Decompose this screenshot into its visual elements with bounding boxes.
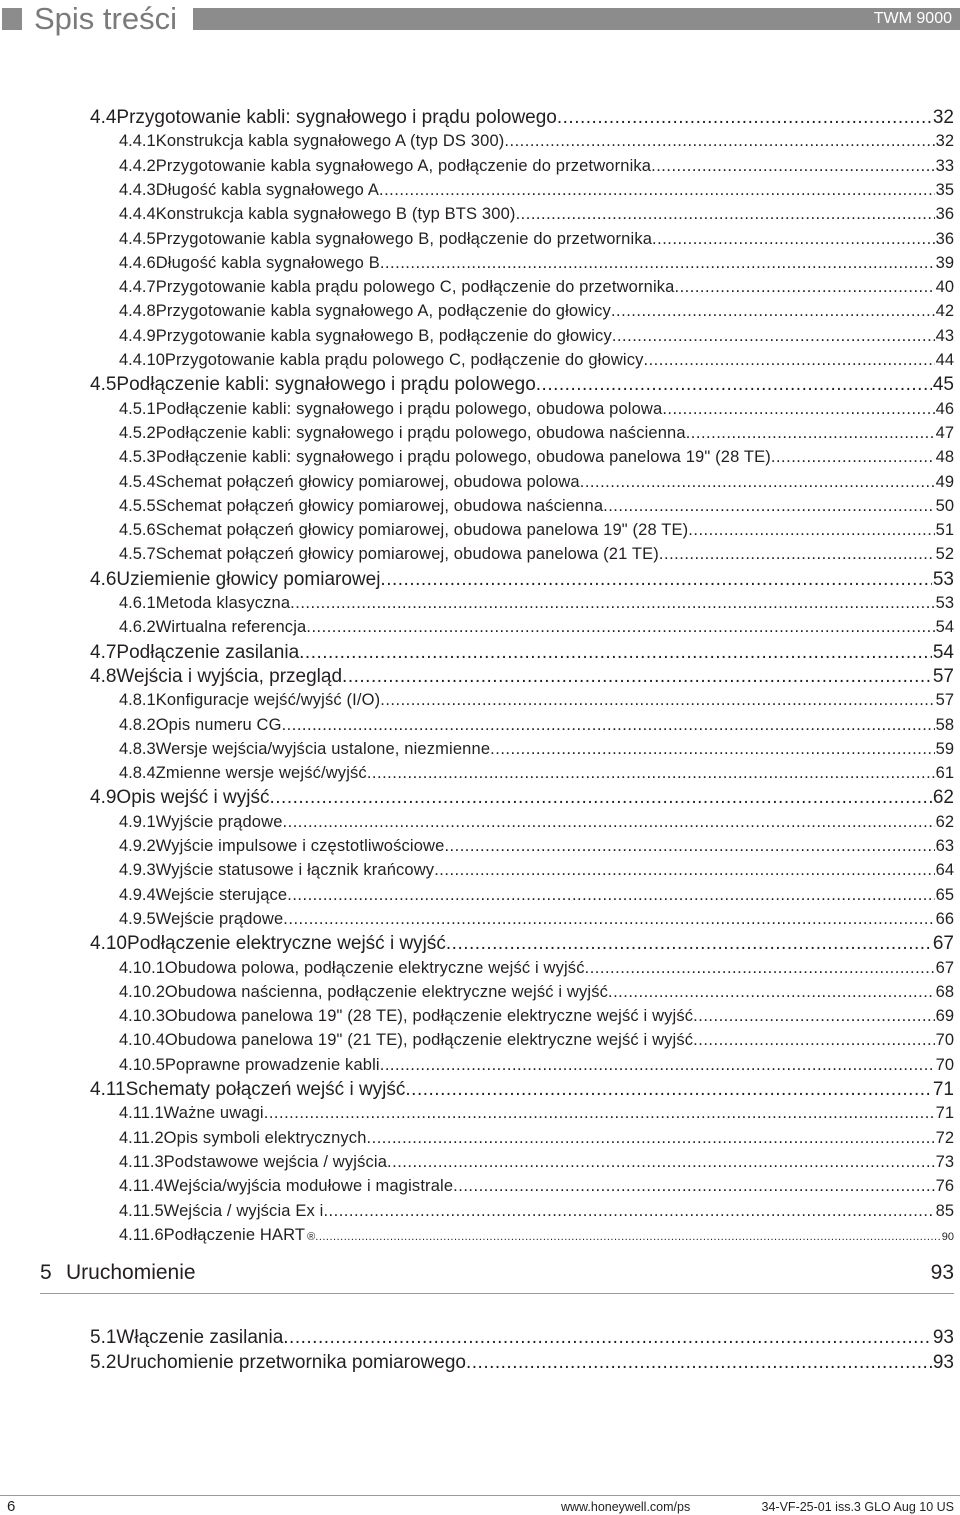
footer-url: www.honeywell.com/ps xyxy=(561,1500,691,1514)
toc-entry-page: 52 xyxy=(935,545,954,563)
toc-entry-number: 4.9.5 xyxy=(119,910,156,928)
toc-entry-page: 53 xyxy=(932,569,954,590)
toc-subsection-entry[interactable] xyxy=(119,349,954,371)
toc-subsection-entry[interactable] xyxy=(119,252,954,274)
toc-dot-leader xyxy=(282,714,935,736)
toc-entry-number: 5.2 xyxy=(90,1352,117,1373)
toc-dot-leader xyxy=(283,811,935,833)
toc-entry-page: 48 xyxy=(935,448,954,466)
toc-entry-page: 49 xyxy=(935,473,954,491)
toc-entry-title: Konfiguracje wejść/wyjść (I/O) xyxy=(155,691,381,709)
toc-section-entry[interactable] xyxy=(90,932,954,956)
toc-subsection-entry[interactable] xyxy=(119,203,954,225)
toc-subsection-entry[interactable] xyxy=(119,1054,954,1076)
toc-dot-leader xyxy=(644,349,935,371)
toc-subsection-entry[interactable] xyxy=(119,835,954,857)
toc-entry-title: Schemat połączeń głowicy pomiarowej, obudowa polowa xyxy=(155,473,580,491)
toc-subsection-entry[interactable] xyxy=(119,1005,954,1027)
toc-entry-title: Włączenie zasilania xyxy=(116,1327,284,1348)
toc-subsection-entry[interactable] xyxy=(119,1127,954,1149)
toc-chapter-title: Uruchomienie xyxy=(66,1261,196,1284)
toc-entry-number: 4.4.2 xyxy=(119,157,156,175)
toc-subsection-entry[interactable] xyxy=(119,1102,954,1124)
toc-entry-page: 45 xyxy=(932,374,954,395)
toc-entry-number: 4.4.10 xyxy=(119,351,165,369)
toc-subsection-entry[interactable] xyxy=(119,228,954,250)
toc-entry-title: Schematy połączeń wejść i wyjść xyxy=(125,1079,406,1100)
toc-subsection-entry[interactable] xyxy=(119,422,954,444)
toc-entry-page: 43 xyxy=(935,327,954,345)
toc-entry-page: 44 xyxy=(935,351,954,369)
toc-entry-number: 4.5 xyxy=(90,374,117,395)
toc-dot-leader xyxy=(444,835,934,857)
toc-entry-title: Schemat połączeń głowicy pomiarowej, obudowa panelowa 19" (28 TE) xyxy=(155,521,689,539)
toc-entry-title: Obudowa polowa, podłączenie elektryczne wejść i wyjść xyxy=(164,959,585,977)
toc-subsection-entry[interactable] xyxy=(119,276,954,298)
toc-dot-leader xyxy=(380,689,934,711)
toc-entry-page: 46 xyxy=(935,400,954,418)
toc-subsection-entry[interactable] xyxy=(119,300,954,322)
toc-entry-page: 85 xyxy=(935,1202,954,1220)
toc-entry-number: 4.5.3 xyxy=(119,448,156,466)
toc-dot-leader xyxy=(504,130,934,152)
toc-subsection-entry[interactable] xyxy=(119,738,954,760)
toc-dot-leader xyxy=(283,908,934,930)
toc-entry-title: Uruchomienie przetwornika pomiarowego xyxy=(116,1352,466,1373)
toc-entry-number: 4.6.2 xyxy=(119,618,156,636)
toc-entry-number: 4.5.2 xyxy=(119,424,156,442)
toc-entry-page: 93 xyxy=(932,1352,954,1373)
product-code: TWM 9000 xyxy=(873,10,952,27)
toc-entry-title: Wejścia / wyjścia Ex i xyxy=(163,1202,324,1220)
toc-entry-page: 93 xyxy=(932,1327,954,1348)
toc-entry-page: 58 xyxy=(935,716,954,734)
toc-entry-number: 4.11.5 xyxy=(119,1202,164,1220)
toc-entry-title: Podstawowe wejścia / wyjścia xyxy=(163,1153,388,1171)
toc-entry-number: 4.10.3 xyxy=(119,1007,165,1025)
toc-dot-leader xyxy=(686,422,935,444)
toc-entry-number: 4.9.4 xyxy=(119,886,156,904)
toc-entry-number: 4.11.4 xyxy=(119,1177,164,1195)
toc-entry-number: 4.9.3 xyxy=(119,861,156,879)
toc-entry-title: Długość kabla sygnałowego B xyxy=(155,254,380,272)
toc-subsection-entry[interactable] xyxy=(119,1200,954,1222)
toc-entry-title: Poprawne prowadzenie kabli xyxy=(164,1056,380,1074)
toc-entry-page: 36 xyxy=(935,230,954,248)
toc-entry-page: 68 xyxy=(935,983,954,1001)
toc-entry-number: 4.11.2 xyxy=(119,1129,164,1147)
toc-dot-leader xyxy=(315,1226,940,1248)
toc-dot-leader xyxy=(434,859,934,881)
toc-dot-leader xyxy=(651,155,935,177)
toc-entry-number: 4.9.2 xyxy=(119,837,156,855)
toc-subsection-entry[interactable] xyxy=(119,1175,954,1197)
toc-entry-number: 4.6.1 xyxy=(119,594,156,612)
toc-dot-leader xyxy=(283,1326,932,1350)
toc-entry-title: Wejścia/wyjścia modułowe i magistrale xyxy=(163,1177,454,1195)
toc-entry-number: 4.8 xyxy=(90,666,117,687)
page-title: Spis treści xyxy=(34,1,177,36)
toc-subsection-entry[interactable] xyxy=(119,1029,954,1051)
toc-entry-title: Przygotowanie kabli: sygnałowego i prądu polowego xyxy=(116,107,557,128)
toc-entry-page: 32 xyxy=(932,107,954,128)
toc-entry-page: 50 xyxy=(935,497,954,515)
toc-subsection-entry[interactable] xyxy=(119,908,954,930)
toc-dot-leader xyxy=(290,592,934,614)
toc-dot-leader xyxy=(323,1200,934,1222)
toc-entry-number: 4.4.5 xyxy=(119,230,156,248)
toc-entry-title: Obudowa panelowa 19" (21 TE), podłączenie elektryczne wejść i wyjść xyxy=(164,1031,694,1049)
toc-entry-page: 57 xyxy=(932,666,954,687)
toc-subsection-entry[interactable] xyxy=(119,859,954,881)
toc-entry-title: Obudowa panelowa 19" (28 TE), podłączenie elektryczne wejść i wyjść xyxy=(164,1007,694,1025)
toc-entry-page: 63 xyxy=(935,837,954,855)
toc-entry-number: 4.8.1 xyxy=(119,691,156,709)
toc-entry-page: 54 xyxy=(932,642,954,663)
toc-subsection-entry[interactable] xyxy=(119,398,954,420)
toc-dot-leader xyxy=(367,1127,935,1149)
toc-entry-title: Metoda klasyczna xyxy=(155,594,291,612)
toc-dot-leader xyxy=(693,1029,934,1051)
toc-entry-page: 40 xyxy=(935,278,954,296)
toc-subsection-entry[interactable] xyxy=(119,616,954,638)
toc-entry-page: 62 xyxy=(935,813,954,831)
toc-section-entry[interactable] xyxy=(90,1078,954,1102)
toc-entry-number: 4.4.8 xyxy=(119,302,156,320)
toc-entry-number: 4.5.1 xyxy=(119,400,156,418)
toc-entry-title: Konstrukcja kabla sygnałowego A (typ DS 300) xyxy=(155,132,505,150)
toc-dot-leader xyxy=(662,398,934,420)
toc-entry-page: 64 xyxy=(935,861,954,879)
toc-entry-page: 73 xyxy=(935,1153,954,1171)
toc-entry-page: 67 xyxy=(932,933,954,954)
toc-subsection-entry[interactable] xyxy=(119,762,954,784)
toc-dot-leader xyxy=(675,276,935,298)
chapter-rule xyxy=(40,1293,954,1294)
toc-entry-title: Wejście prądowe xyxy=(155,910,284,928)
toc-entry-page: 32 xyxy=(935,132,954,150)
toc-dot-leader xyxy=(466,1351,932,1375)
toc-entry-number: 4.10.5 xyxy=(119,1056,165,1074)
toc-dot-leader xyxy=(608,981,935,1003)
toc-entry-number: 4.5.5 xyxy=(119,497,156,515)
toc-subsection-entry[interactable] xyxy=(119,811,954,833)
toc-section-entry[interactable] xyxy=(90,1326,954,1350)
toc-dot-leader xyxy=(612,325,935,347)
toc-entry-page: 66 xyxy=(935,910,954,928)
toc-entry-page: 90 xyxy=(941,1231,954,1243)
toc-entry-title: Podłączenie kabli: sygnałowego i prądu polowego, obudowa naścienna xyxy=(155,424,686,442)
toc-entry-number: 4.4.6 xyxy=(119,254,156,272)
toc-entry-number: 4.10.4 xyxy=(119,1031,165,1049)
toc-entry-page: 53 xyxy=(935,594,954,612)
toc-dot-leader xyxy=(771,446,935,468)
footer-doc-code: 34-VF-25-01 iss.3 GLO Aug 10 US xyxy=(761,1500,954,1514)
toc-dot-leader xyxy=(688,519,934,541)
toc-entry-page: 36 xyxy=(935,205,954,223)
toc-subsection-entry[interactable] xyxy=(119,446,954,468)
toc-entry-page: 59 xyxy=(935,740,954,758)
toc-entry-page: 35 xyxy=(935,181,954,199)
page-footer xyxy=(0,1488,960,1515)
toc-section-entry[interactable] xyxy=(90,568,954,592)
toc-dot-leader xyxy=(387,1151,935,1173)
toc-entry-number: 4.6 xyxy=(90,569,117,590)
toc-entry-title: Opis symboli elektrycznych xyxy=(163,1129,367,1147)
toc-entry-title: Podłączenie HART xyxy=(163,1226,306,1244)
toc-entry-page: 65 xyxy=(935,886,954,904)
toc-dot-leader xyxy=(380,568,931,592)
toc-entry-title: Wyjście prądowe xyxy=(155,813,283,831)
toc-entry-page: 54 xyxy=(935,618,954,636)
registered-mark: ® xyxy=(307,1231,316,1243)
toc-section-entry[interactable] xyxy=(90,641,954,665)
toc-entry-number: 4.4.4 xyxy=(119,205,156,223)
toc-entry-title: Schemat połączeń głowicy pomiarowej, obudowa naścienna xyxy=(155,497,604,515)
toc-entry-page: 39 xyxy=(935,254,954,272)
toc-entry-title: Wejście sterujące xyxy=(155,886,288,904)
toc-dot-leader xyxy=(580,471,935,493)
toc-chapter-entry[interactable] xyxy=(40,1260,954,1286)
toc-section-entry[interactable] xyxy=(90,665,954,689)
toc-dot-leader xyxy=(306,616,934,638)
toc-entry-title: Wejścia i wyjścia, przegląd xyxy=(116,666,343,687)
toc-entry-title: Schemat połączeń głowicy pomiarowej, obudowa panelowa (21 TE) xyxy=(155,545,659,563)
toc-entry-title: Podłączenie zasilania xyxy=(116,642,300,663)
toc-entry-number: 4.7 xyxy=(90,642,117,663)
toc-dot-leader xyxy=(367,762,935,784)
toc-entry-title: Wirtualna referencja xyxy=(155,618,307,636)
toc-entry-number: 4.8.4 xyxy=(119,764,156,782)
toc-subsection-entry[interactable] xyxy=(119,543,954,565)
toc-subsection-entry[interactable] xyxy=(119,689,954,711)
toc-entry-number: 5.1 xyxy=(90,1327,117,1348)
toc-entry-number: 4.8.3 xyxy=(119,740,156,758)
toc-entry-title: Wyjście statusowe i łącznik krańcowy xyxy=(155,861,435,879)
toc-entry-number: 4.9 xyxy=(90,787,117,808)
toc-entry-number: 4.11.6 xyxy=(119,1226,164,1244)
toc-entry-page: 33 xyxy=(935,157,954,175)
toc-entry-title: Wersje wejścia/wyjścia ustalone, niezmienne xyxy=(155,740,491,758)
toc-entry-number: 4.10 xyxy=(90,933,127,954)
toc-entry-title: Długość kabla sygnałowego A xyxy=(155,181,379,199)
toc-entry-title: Przygotowanie kabla prądu polowego C, podłączenie do przetwornika xyxy=(155,278,675,296)
toc-entry-page: 61 xyxy=(935,764,954,782)
toc-subsection-entry[interactable] xyxy=(119,155,954,177)
toc-subsection-entry[interactable] xyxy=(119,130,954,152)
toc-entry-number: 4.4 xyxy=(90,107,117,128)
toc-dot-leader xyxy=(536,373,932,397)
toc-subsection-entry[interactable] xyxy=(119,1224,954,1246)
toc-subsection-entry[interactable] xyxy=(119,495,954,517)
toc-entry-page: 72 xyxy=(935,1129,954,1147)
toc-dot-leader xyxy=(453,1175,934,1197)
toc-entry-number: 4.4.7 xyxy=(119,278,156,296)
toc-chapter-number: 5 xyxy=(40,1261,52,1284)
footer-page-number: 6 xyxy=(7,1498,16,1515)
toc-entry-page: 67 xyxy=(935,959,954,977)
toc-entry-page: 51 xyxy=(935,521,954,539)
footer-rule xyxy=(0,1495,960,1496)
toc-dot-leader xyxy=(264,1102,935,1124)
toc-entry-title: Opis wejść i wyjść xyxy=(116,787,270,808)
toc-dot-leader xyxy=(490,738,934,760)
toc-entry-title: Ważne uwagi xyxy=(163,1104,264,1122)
toc-entry-number: 4.5.4 xyxy=(119,473,156,491)
toc-subsection-entry[interactable] xyxy=(119,884,954,906)
toc-dot-leader xyxy=(287,884,934,906)
toc-entry-title: Konstrukcja kabla sygnałowego B (typ BTS 300) xyxy=(155,205,516,223)
toc-entry-number: 4.11.1 xyxy=(119,1104,164,1122)
toc-dot-leader xyxy=(380,252,935,274)
toc-subsection-entry[interactable] xyxy=(119,981,954,1003)
toc-entry-number: 4.5.6 xyxy=(119,521,156,539)
toc-entry-number: 4.4.1 xyxy=(119,132,156,150)
toc-entry-title: Podłączenie kabli: sygnałowego i prądu polowego, obudowa panelowa 19" (28 TE) xyxy=(155,448,771,466)
toc-entry-page: 42 xyxy=(935,302,954,320)
toc-entry-number: 4.4.3 xyxy=(119,181,156,199)
toc-entry-title: Opis numeru CG xyxy=(155,716,282,734)
toc-subsection-entry[interactable] xyxy=(119,592,954,614)
toc-entry-number: 4.5.7 xyxy=(119,545,156,563)
toc-entry-page: 69 xyxy=(935,1007,954,1025)
toc-entry-title: Podłączenie elektryczne wejść i wyjść xyxy=(126,933,446,954)
toc-entry-title: Przygotowanie kabla prądu polowego C, podłączenie do głowicy xyxy=(164,351,644,369)
toc-subsection-entry[interactable] xyxy=(119,471,954,493)
toc-entry-title: Przygotowanie kabla sygnałowego A, podłączenie do przetwornika xyxy=(155,157,652,175)
toc-entry-title: Uziemienie głowicy pomiarowej xyxy=(116,569,381,590)
toc-dot-leader xyxy=(557,106,932,130)
toc-dot-leader xyxy=(611,300,935,322)
toc-entry-number: 4.4.9 xyxy=(119,327,156,345)
toc-dot-leader xyxy=(516,203,935,225)
toc-entry-page: 76 xyxy=(935,1177,954,1195)
toc-entry-page: 71 xyxy=(935,1104,954,1122)
toc-dot-leader xyxy=(585,957,935,979)
toc-dot-leader xyxy=(693,1005,934,1027)
toc-entry-title: Przygotowanie kabla sygnałowego B, podłączenie do głowicy xyxy=(155,327,612,345)
toc-subsection-entry[interactable] xyxy=(119,714,954,736)
toc-entry-page: 71 xyxy=(932,1079,954,1100)
toc-entry-title: Podłączenie kabli: sygnałowego i prądu polowego, obudowa polowa xyxy=(155,400,663,418)
toc-dot-leader xyxy=(659,543,935,565)
toc-chapter-page: 93 xyxy=(930,1261,954,1284)
toc-entry-title: Zmienne wersje wejść/wyjść xyxy=(155,764,367,782)
toc-subsection-entry[interactable] xyxy=(119,1151,954,1173)
toc-subsection-entry[interactable] xyxy=(119,957,954,979)
toc-entry-title: Wyjście impulsowe i częstotliwościowe xyxy=(155,837,445,855)
toc-dot-leader xyxy=(342,665,932,689)
toc-subsection-entry[interactable] xyxy=(119,325,954,347)
toc-entry-page: 70 xyxy=(935,1031,954,1049)
toc-dot-leader xyxy=(379,179,935,201)
toc-entry-number: 4.11.3 xyxy=(119,1153,164,1171)
toc-section-entry[interactable] xyxy=(90,1351,954,1375)
toc-entry-title: Przygotowanie kabla sygnałowego A, podłączenie do głowicy xyxy=(155,302,611,320)
toc-section-entry[interactable] xyxy=(90,373,954,397)
toc-entry-title: Przygotowanie kabla sygnałowego B, podłączenie do przetwornika xyxy=(155,230,653,248)
toc-entry-number: 4.10.2 xyxy=(119,983,165,1001)
toc-subsection-entry[interactable] xyxy=(119,519,954,541)
toc-section-entry[interactable] xyxy=(90,786,954,810)
toc-entry-page: 47 xyxy=(935,424,954,442)
toc-dot-leader xyxy=(652,228,935,250)
toc-entry-number: 4.10.1 xyxy=(119,959,165,977)
toc-dot-leader xyxy=(299,641,932,665)
toc-entry-page: 57 xyxy=(935,691,954,709)
toc-subsection-entry[interactable] xyxy=(119,179,954,201)
toc-dot-leader xyxy=(603,495,935,517)
toc-entry-number: 4.8.2 xyxy=(119,716,156,734)
toc-entry-title: Obudowa naścienna, podłączenie elektryczne wejść i wyjść xyxy=(164,983,608,1001)
toc-entry-title: Podłączenie kabli: sygnałowego i prądu polowego xyxy=(116,374,536,395)
toc-entry-number: 4.11 xyxy=(90,1079,126,1100)
toc-entry-number: 4.9.1 xyxy=(119,813,156,831)
toc-section-entry[interactable] xyxy=(90,106,954,130)
toc-dot-leader xyxy=(270,786,932,810)
toc-entry-page: 70 xyxy=(935,1056,954,1074)
toc-entry-page: 62 xyxy=(932,787,954,808)
toc-dot-leader xyxy=(380,1054,935,1076)
toc-dot-leader xyxy=(405,1078,931,1102)
toc-dot-leader xyxy=(446,932,932,956)
